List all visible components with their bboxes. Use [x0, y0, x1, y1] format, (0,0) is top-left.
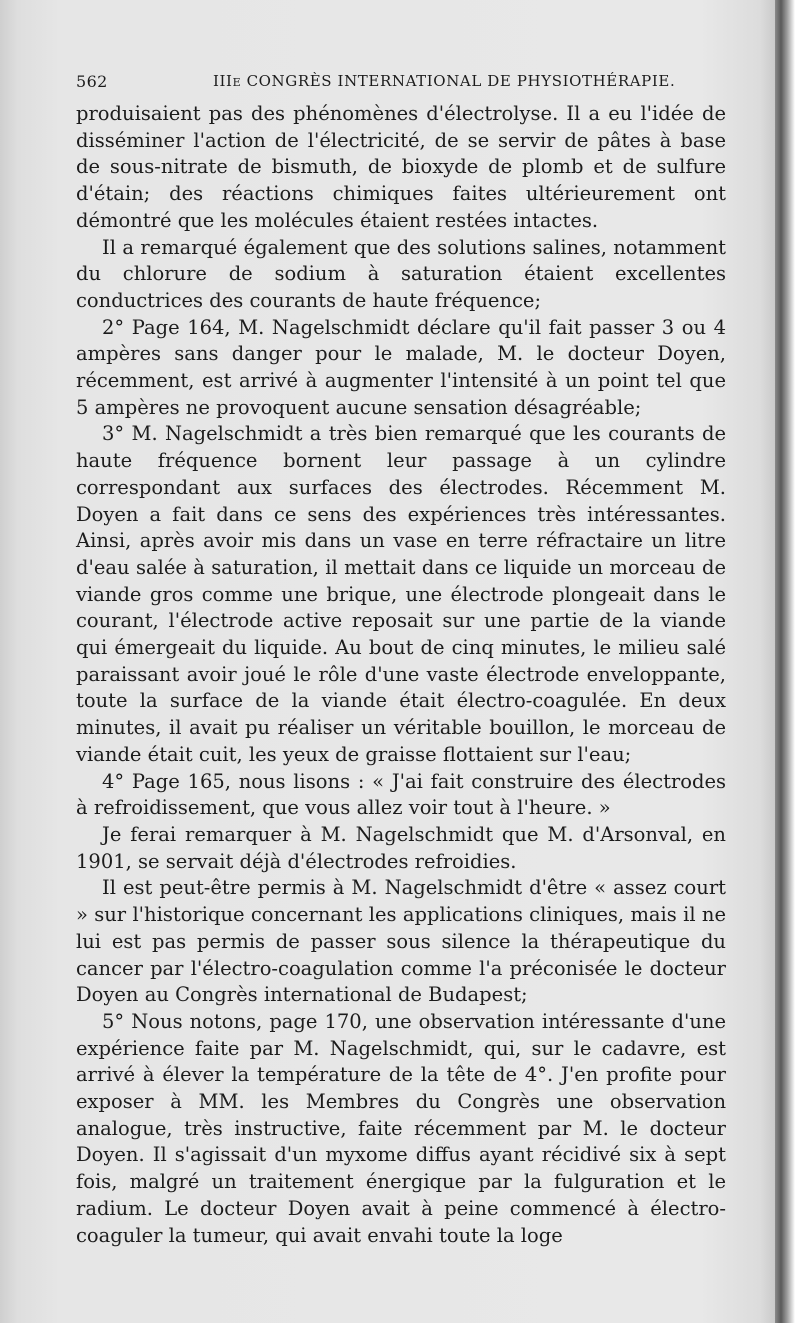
paragraph: 3° M. Nagelschmidt a très bien remarqué que les courants de haute fréquence bornent leur passage à un cylindre correspondant aux surfaces des électrodes. Récemment M. Doyen a fait dans ce sens des expériences très intéressantes. Ainsi, après avoir mis dans un vase en terre réfractaire un litre d'eau salée à saturation, il mettait dans ce liquide un morceau de viande gros comme une brique, une électrode plongeait dans le courant, l'électrode active reposait sur une partie de la viande qui émergeait du liquide. Au bout de cinq minutes, le milieu salé paraissant avoir joué le rôle d'une vaste électrode enveloppante, toute la surface de la viande était électro-coagulée. En deux minutes, il avait pu réaliser un véritable bouillon, le morceau de viande était cuit, les yeux de graisse flottaient sur l'eau;	[76, 422, 726, 766]
running-title: IIIe CONGRÈS INTERNATIONAL DE PHYSIOTHÉRAPIE.	[213, 72, 676, 90]
page-number: 562	[76, 72, 108, 91]
book-gutter-edge	[775, 0, 800, 1323]
paragraph: Il a remarqué également que des solutions salines, notamment du chlorure de sodium à saturation étaient excellentes conductrices des courants de haute fréquence;	[76, 235, 726, 312]
paragraph: 2° Page 164, M. Nagelschmidt déclare qu'il fait passer 3 ou 4 ampères sans danger pour le malade, M. le docteur Doyen, récemment, est arrivé à augmenter l'intensité à un point tel que 5 ampères ne provoquent aucune sensation désagréable;	[76, 315, 726, 419]
body-text	[76, 101, 726, 1249]
paragraph: Il est peut-être permis à M. Nagelschmidt d'être « assez court » sur l'historique concernant les applications cliniques, mais il ne lui est pas permis de passer sous silence la thérapeutique du cancer par l'électro-coagulation comme l'a préconisée le docteur Doyen au Congrès international de Budapest;	[76, 876, 726, 1007]
paragraph: 4° Page 165, nous lisons : « J'ai fait construire des électrodes à refroidissement, que vous allez voir tout à l'heure. »	[76, 769, 726, 820]
paragraph: 5° Nous notons, page 170, une observation intéressante d'une expérience faite par M. Nagelschmidt, qui, sur le cadavre, est arrivé à élever la température de la tête de 4°. J'en profite pour exposer à MM. les Membres du Congrès une observation analogue, très instructive, faite récemment par M. le docteur Doyen. Il s'agissait d'un myxome diffus ayant récidivé six à sept fois, malgré un traitement énergique par la fulguration et le radium. Le docteur Doyen avait à peine commencé à électro-coaguler la tumeur, qui avait envahi toute la loge	[76, 1009, 726, 1247]
paragraph: Je ferai remarquer à M. Nagelschmidt que M. d'Arsonval, en 1901, se servait déjà d'électrodes refroidies.	[76, 822, 726, 873]
paragraph: produisaient pas des phénomènes d'électrolyse. Il a eu l'idée de disséminer l'action de l'électricité, de se servir de pâtes à base de sous-nitrate de bismuth, de bioxyde de plomb et de sulfure d'étain; des réactions chimiques faites ultérieurement ont démontré que les molécules étaient restées intactes.	[76, 102, 726, 232]
